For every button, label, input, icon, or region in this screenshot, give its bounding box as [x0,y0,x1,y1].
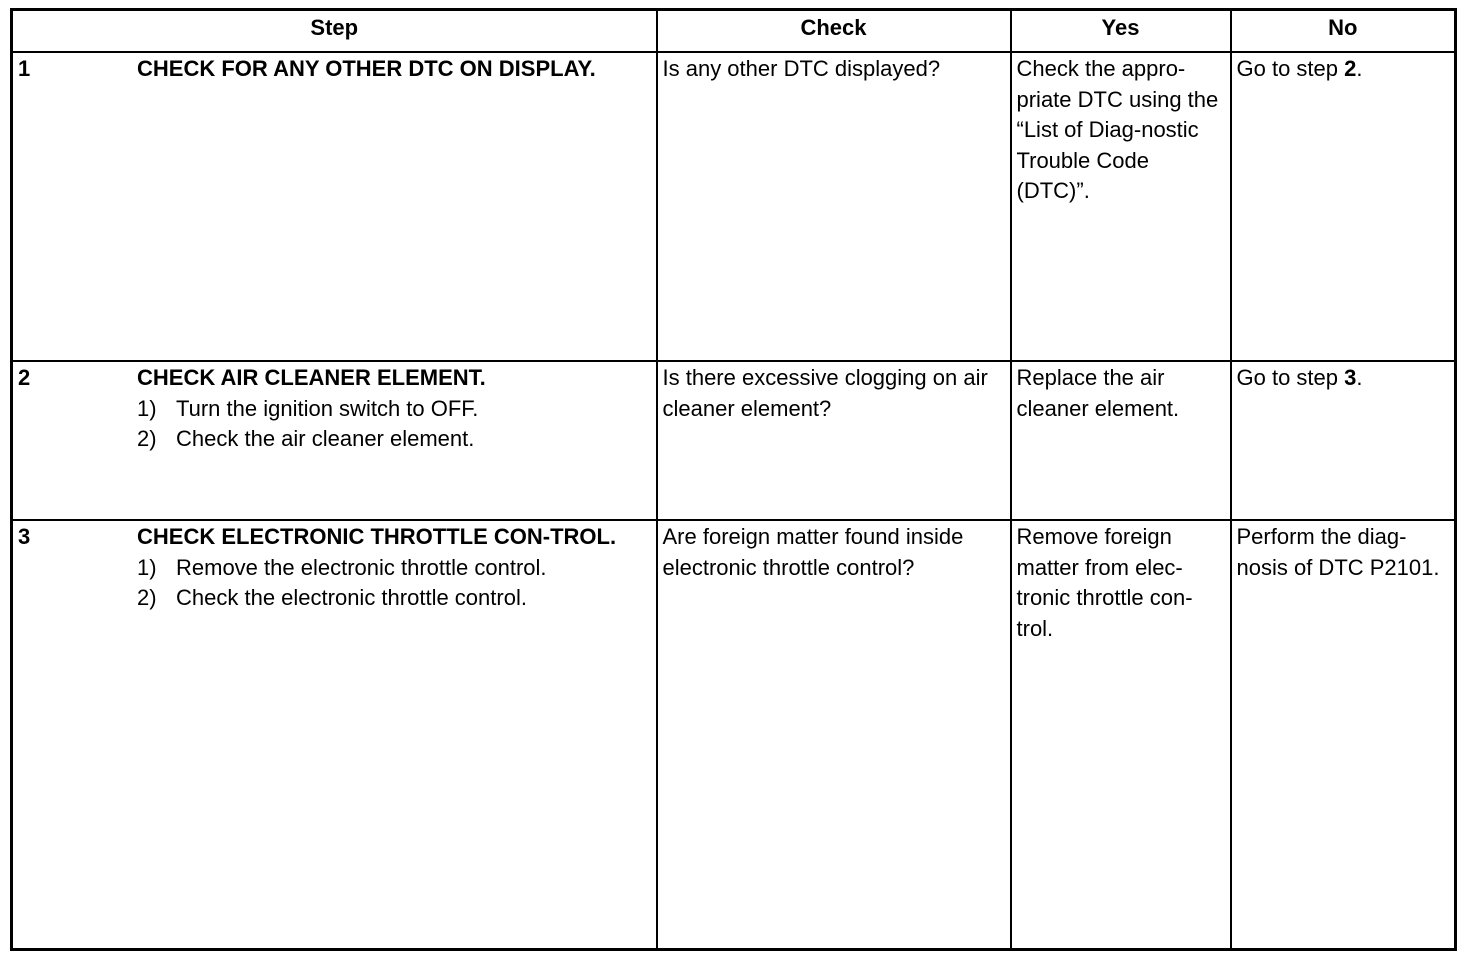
yes-cell: Replace the air cleaner element. [1011,361,1231,520]
no-text: Go to step [1236,365,1345,390]
step-number: 3 [18,524,31,549]
substep [137,553,651,584]
no-text: Perform the diag-nosis of DTC P2101. [1236,524,1440,580]
substep-text: Check the electronic throttle control. [176,585,527,610]
substep-number: 1) [137,554,157,580]
header-yes: Yes [1011,10,1231,53]
step-cell [12,361,657,520]
substep-number: 2) [137,585,157,610]
substep-number: 1) [137,395,157,421]
check-cell: Is there excessive clogging on air cleaner element? [657,361,1011,520]
step-cell [12,52,657,361]
diagnostic-procedure-table [10,8,1457,951]
substep-number: 2) [137,426,157,451]
header-check: Check [657,10,1011,53]
no-cell [1231,520,1456,950]
substep-text: Turn the ignition switch to OFF. [176,395,479,421]
step-reference: 3 [1344,365,1357,390]
substep [137,424,651,455]
step-title: CHECK AIR CLEANER ELEMENT. [137,365,486,390]
header-no: No [1231,10,1456,53]
header-row [12,10,1456,53]
substep-text: Check the air cleaner element. [176,426,475,451]
step-title: CHECK ELECTRONIC THROTTLE CON-TROL. [137,524,617,549]
no-suffix: . [1356,365,1363,390]
no-text: Go to step [1236,56,1345,81]
yes-cell: Remove foreign matter from elec-tronic throttle con-trol. [1011,520,1231,950]
step-number: 2 [18,365,31,390]
substep [137,394,651,425]
check-cell: Are foreign matter found inside electronic throttle control? [657,520,1011,950]
no-suffix: . [1356,56,1363,81]
header-step: Step [12,10,657,53]
step-title: CHECK FOR ANY OTHER DTC ON DISPLAY. [137,56,596,81]
substep-text: Remove the electronic throttle control. [176,554,547,580]
yes-cell: Check the appro-priate DTC using the “List of Diag-nostic Trouble Code (DTC)”. [1011,52,1231,361]
table-row [12,52,1456,361]
no-cell [1231,52,1456,361]
check-cell: Is any other DTC displayed? [657,52,1011,361]
no-cell [1231,361,1456,520]
substep [137,583,651,614]
table-row [12,361,1456,520]
step-cell [12,520,657,950]
step-number: 1 [18,56,31,81]
step-reference: 2 [1344,56,1357,81]
table-row [12,520,1456,950]
